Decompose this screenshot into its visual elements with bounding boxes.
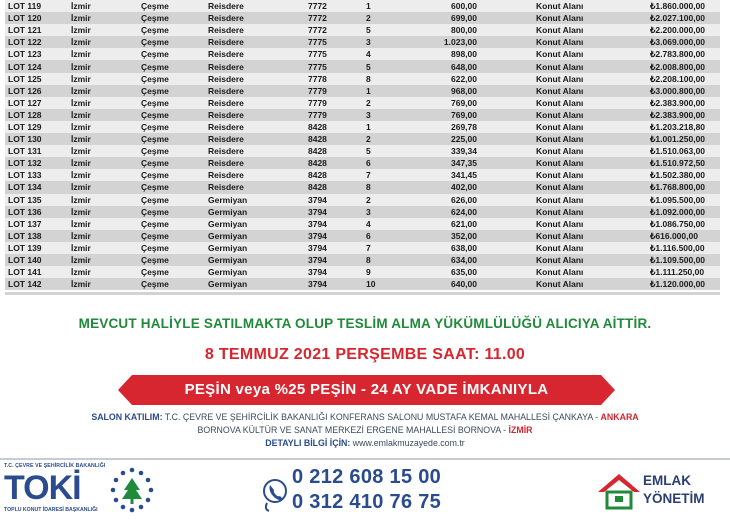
cell-lot: LOT 124 [5, 60, 71, 72]
cell-alan: 769,00 [416, 97, 481, 109]
cell-nitelik: Konut Alanı [536, 157, 650, 169]
cell-lot: LOT 127 [5, 97, 71, 109]
cell-nitelik: Konut Alanı [536, 133, 650, 145]
cell-lot: LOT 122 [5, 36, 71, 48]
lot-table-wrapper [5, 0, 720, 290]
cell-nitelik: Konut Alanı [536, 181, 650, 193]
table-row [5, 254, 720, 266]
table-row [5, 85, 720, 97]
cell-nitelik: Konut Alanı [536, 206, 650, 218]
cell-fiyat: ₺2.027.100,00 [650, 12, 720, 24]
cell-mahalle: Reisdere [208, 109, 308, 121]
table-row [5, 145, 720, 157]
cell-alan: 769,00 [416, 109, 481, 121]
cell-il: İzmir [71, 24, 141, 36]
cell-fiyat: ₺1.116.500,00 [650, 242, 720, 254]
cell-ada: 3794 [308, 194, 366, 206]
cell-spacer [481, 73, 536, 85]
cell-spacer [481, 266, 536, 278]
table-row [5, 181, 720, 193]
cell-alan: 352,00 [416, 230, 481, 242]
cell-spacer [481, 242, 536, 254]
cell-ilce: Çeşme [141, 278, 208, 290]
cell-lot: LOT 121 [5, 24, 71, 36]
cell-ada: 7772 [308, 0, 366, 12]
venue-ankara-text: T.C. ÇEVRE VE ŞEHİRCİLİK BAKANLIĞI KONFERANS SALONU MUSTAFA KEMAL MAHALLESİ ÇANKAYA - [164, 412, 601, 422]
cell-parsel: 7 [366, 169, 416, 181]
cell-ilce: Çeşme [141, 145, 208, 157]
table-row [5, 194, 720, 206]
cell-ilce: Çeşme [141, 181, 208, 193]
cell-parsel: 5 [366, 60, 416, 72]
cell-lot: LOT 123 [5, 48, 71, 60]
cell-parsel: 3 [366, 109, 416, 121]
cell-alan: 624,00 [416, 206, 481, 218]
venue-line-2 [0, 424, 730, 436]
cell-ada: 7772 [308, 24, 366, 36]
cell-parsel: 1 [366, 0, 416, 12]
cell-ada: 3794 [308, 266, 366, 278]
cell-ilce: Çeşme [141, 121, 208, 133]
table-row [5, 12, 720, 24]
cell-mahalle: Reisdere [208, 24, 308, 36]
cell-parsel: 8 [366, 73, 416, 85]
cell-spacer [481, 36, 536, 48]
cell-ada: 7779 [308, 97, 366, 109]
cell-mahalle: Germiyan [208, 266, 308, 278]
cell-alan: 648,00 [416, 60, 481, 72]
cell-fiyat: ₺2.783.800,00 [650, 48, 720, 60]
cell-parsel: 3 [366, 206, 416, 218]
cell-il: İzmir [71, 218, 141, 230]
cell-ada: 8428 [308, 133, 366, 145]
cell-il: İzmir [71, 73, 141, 85]
cell-ilce: Çeşme [141, 169, 208, 181]
cell-il: İzmir [71, 230, 141, 242]
cell-il: İzmir [71, 109, 141, 121]
emlak-word: EMLAK [643, 473, 691, 488]
cell-lot: LOT 141 [5, 266, 71, 278]
cell-alan: 347,35 [416, 157, 481, 169]
cell-ilce: Çeşme [141, 60, 208, 72]
cell-alan: 635,00 [416, 266, 481, 278]
cell-nitelik: Konut Alanı [536, 194, 650, 206]
cell-parsel: 9 [366, 266, 416, 278]
cell-nitelik: Konut Alanı [536, 266, 650, 278]
cell-mahalle: Reisdere [208, 97, 308, 109]
cell-ilce: Çeşme [141, 109, 208, 121]
cell-fiyat: ₺2.383.900,00 [650, 97, 720, 109]
cell-parsel: 4 [366, 218, 416, 230]
cell-alan: 640,00 [416, 278, 481, 290]
cell-ilce: Çeşme [141, 194, 208, 206]
cell-il: İzmir [71, 0, 141, 12]
payment-banner-text: PEŞİN veya %25 PEŞİN - 24 AY VADE İMKANIYLA [184, 381, 549, 398]
cell-spacer [481, 145, 536, 157]
phone-ankara[interactable]: 0 312 410 76 75 [292, 491, 442, 513]
cell-il: İzmir [71, 254, 141, 266]
cell-ilce: Çeşme [141, 266, 208, 278]
cell-spacer [481, 12, 536, 24]
cell-spacer [481, 254, 536, 266]
cell-nitelik: Konut Alanı [536, 48, 650, 60]
cell-ilce: Çeşme [141, 242, 208, 254]
cell-lot: LOT 129 [5, 121, 71, 133]
house-roof-icon [597, 472, 641, 512]
cell-ada: 7778 [308, 73, 366, 85]
cell-ada: 7779 [308, 109, 366, 121]
cell-il: İzmir [71, 97, 141, 109]
cell-ada: 8428 [308, 145, 366, 157]
cell-spacer [481, 48, 536, 60]
yonetim-word: YÖNETİM [643, 491, 705, 506]
venue-label: SALON KATILIM: [91, 412, 163, 422]
cell-il: İzmir [71, 157, 141, 169]
cell-ada: 7772 [308, 12, 366, 24]
cell-nitelik: Konut Alanı [536, 242, 650, 254]
condition-notice: MEVCUT HALİYLE SATILMAKTA OLUP TESLİM ALMA YÜKÜMLÜLÜĞÜ ALICIYA AİTTİR. [78, 316, 652, 331]
cell-mahalle: Reisdere [208, 85, 308, 97]
table-row [5, 133, 720, 145]
cell-lot: LOT 126 [5, 85, 71, 97]
cell-fiyat: ₺1.860.000,00 [650, 0, 720, 12]
cell-parsel: 3 [366, 36, 416, 48]
cell-alan: 269,78 [416, 121, 481, 133]
cell-lot: LOT 137 [5, 218, 71, 230]
cell-lot: LOT 128 [5, 109, 71, 121]
cell-ilce: Çeşme [141, 12, 208, 24]
table-row [5, 206, 720, 218]
cell-fiyat: ₺1.510.972,50 [650, 157, 720, 169]
cell-spacer [481, 230, 536, 242]
cell-lot: LOT 135 [5, 194, 71, 206]
cell-alan: 622,00 [416, 73, 481, 85]
cell-nitelik: Konut Alanı [536, 24, 650, 36]
toki-ministry-text: T.C. ÇEVRE VE ŞEHİRCİLİK BAKANLIĞI [4, 463, 106, 469]
cell-il: İzmir [71, 133, 141, 145]
cell-alan: 800,00 [416, 24, 481, 36]
cell-spacer [481, 97, 536, 109]
venue-city-ankara: ANKARA [600, 412, 639, 422]
cell-ilce: Çeşme [141, 85, 208, 97]
table-row [5, 157, 720, 169]
table-row [5, 24, 720, 36]
table-row [5, 48, 720, 60]
cell-il: İzmir [71, 242, 141, 254]
cell-il: İzmir [71, 12, 141, 24]
cell-fiyat: ₺1.092.000,00 [650, 206, 720, 218]
cell-spacer [481, 194, 536, 206]
table-row [5, 230, 720, 242]
cell-alan: 600,00 [416, 0, 481, 12]
cell-ilce: Çeşme [141, 218, 208, 230]
cell-nitelik: Konut Alanı [536, 85, 650, 97]
emlak-yonetim-logo [597, 470, 727, 514]
cell-ilce: Çeşme [141, 48, 208, 60]
cell-nitelik: Konut Alanı [536, 254, 650, 266]
cell-ada: 3794 [308, 254, 366, 266]
cell-parsel: 7 [366, 242, 416, 254]
cell-il: İzmir [71, 36, 141, 48]
toki-logo [4, 463, 164, 519]
cell-spacer [481, 206, 536, 218]
payment-banner [118, 375, 615, 405]
cell-ada: 8428 [308, 157, 366, 169]
cell-mahalle: Germiyan [208, 206, 308, 218]
cell-lot: LOT 136 [5, 206, 71, 218]
info-line [0, 437, 730, 449]
cell-ilce: Çeşme [141, 206, 208, 218]
cell-spacer [481, 157, 536, 169]
cell-mahalle: Reisdere [208, 181, 308, 193]
cell-alan: 1.023,00 [416, 36, 481, 48]
cell-nitelik: Konut Alanı [536, 12, 650, 24]
cell-fiyat: ₺1.095.500,00 [650, 194, 720, 206]
cell-spacer [481, 121, 536, 133]
cell-ilce: Çeşme [141, 157, 208, 169]
cell-mahalle: Reisdere [208, 73, 308, 85]
cell-parsel: 5 [366, 145, 416, 157]
cell-nitelik: Konut Alanı [536, 218, 650, 230]
cell-lot: LOT 134 [5, 181, 71, 193]
cell-mahalle: Germiyan [208, 254, 308, 266]
cell-ilce: Çeşme [141, 254, 208, 266]
cell-mahalle: Reisdere [208, 60, 308, 72]
cell-ada: 3794 [308, 218, 366, 230]
cell-parsel: 8 [366, 254, 416, 266]
cell-ilce: Çeşme [141, 230, 208, 242]
cell-parsel: 6 [366, 157, 416, 169]
cell-mahalle: Germiyan [208, 230, 308, 242]
table-row [5, 97, 720, 109]
cell-mahalle: Reisdere [208, 133, 308, 145]
phone-contact-icon [262, 473, 288, 513]
cell-mahalle: Reisdere [208, 0, 308, 12]
cell-alan: 898,00 [416, 48, 481, 60]
cell-fiyat: ₺1.203.218,80 [650, 121, 720, 133]
cell-il: İzmir [71, 121, 141, 133]
table-row [5, 169, 720, 181]
venue-izmir-text: BORNOVA KÜLTÜR VE SANAT MERKEZİ ERGENE MAHALLESİ BORNOVA - [197, 425, 509, 435]
cell-ada: 3794 [308, 230, 366, 242]
table-row [5, 109, 720, 121]
cell-spacer [481, 85, 536, 97]
cell-lot: LOT 139 [5, 242, 71, 254]
cell-nitelik: Konut Alanı [536, 73, 650, 85]
cell-lot: LOT 133 [5, 169, 71, 181]
cell-ada: 8428 [308, 181, 366, 193]
cell-lot: LOT 132 [5, 157, 71, 169]
cell-parsel: 5 [366, 24, 416, 36]
cell-ada: 7779 [308, 85, 366, 97]
cell-mahalle: Reisdere [208, 169, 308, 181]
cell-lot: LOT 125 [5, 73, 71, 85]
cell-mahalle: Germiyan [208, 278, 308, 290]
cell-alan: 621,00 [416, 218, 481, 230]
cell-alan: 626,00 [416, 194, 481, 206]
cell-fiyat: ₺2.208.100,00 [650, 73, 720, 85]
cell-lot: LOT 119 [5, 0, 71, 12]
cell-ilce: Çeşme [141, 36, 208, 48]
lot-table-body [5, 0, 720, 290]
cell-il: İzmir [71, 85, 141, 97]
table-row [5, 121, 720, 133]
cell-mahalle: Reisdere [208, 12, 308, 24]
cell-ada: 3794 [308, 206, 366, 218]
cell-alan: 339,34 [416, 145, 481, 157]
cell-parsel: 2 [366, 12, 416, 24]
cell-mahalle: Reisdere [208, 157, 308, 169]
contact-phones [262, 463, 462, 519]
cell-fiyat: ₺1.120.000,00 [650, 278, 720, 290]
cell-ada: 8428 [308, 121, 366, 133]
cell-fiyat: ₺1.510.063,00 [650, 145, 720, 157]
cell-lot: LOT 138 [5, 230, 71, 242]
table-row [5, 278, 720, 290]
cell-nitelik: Konut Alanı [536, 169, 650, 181]
cell-fiyat: ₺1.086.750,00 [650, 218, 720, 230]
cell-spacer [481, 24, 536, 36]
cell-alan: 225,00 [416, 133, 481, 145]
cell-ilce: Çeşme [141, 97, 208, 109]
cell-fiyat: ₺3.000.800,00 [650, 85, 720, 97]
cell-il: İzmir [71, 266, 141, 278]
info-url-link[interactable]: www.emlakmuzayede.com.tr [352, 438, 465, 448]
cell-fiyat: ₺1.001.250,00 [650, 133, 720, 145]
cell-lot: LOT 130 [5, 133, 71, 145]
cell-mahalle: Germiyan [208, 218, 308, 230]
cell-lot: LOT 131 [5, 145, 71, 157]
cell-nitelik: Konut Alanı [536, 109, 650, 121]
cell-ada: 7775 [308, 36, 366, 48]
cell-spacer [481, 60, 536, 72]
cell-fiyat: ₺2.200.000,00 [650, 24, 720, 36]
cell-parsel: 4 [366, 48, 416, 60]
cell-ilce: Çeşme [141, 73, 208, 85]
cell-fiyat: ₺2.383.900,00 [650, 109, 720, 121]
cell-lot: LOT 142 [5, 278, 71, 290]
cell-spacer [481, 181, 536, 193]
toki-wordmark: TOKİ [4, 469, 81, 507]
cell-spacer [481, 218, 536, 230]
cell-mahalle: Reisdere [208, 36, 308, 48]
cell-nitelik: Konut Alanı [536, 121, 650, 133]
auction-date: 8 TEMMUZ 2021 PERŞEMBE SAAT: 11.00 [204, 346, 526, 363]
cell-alan: 638,00 [416, 242, 481, 254]
cell-fiyat: ₺2.008.800,00 [650, 60, 720, 72]
cell-parsel: 1 [366, 121, 416, 133]
table-row [5, 60, 720, 72]
cell-mahalle: Reisdere [208, 48, 308, 60]
cell-alan: 402,00 [416, 181, 481, 193]
cell-nitelik: Konut Alanı [536, 0, 650, 12]
cell-nitelik: Konut Alanı [536, 60, 650, 72]
cell-il: İzmir [71, 145, 141, 157]
cell-fiyat: ₺3.069.000,00 [650, 36, 720, 48]
cell-nitelik: Konut Alanı [536, 278, 650, 290]
table-row [5, 73, 720, 85]
cell-fiyat: ₺616.000,00 [650, 230, 720, 242]
cell-spacer [481, 0, 536, 12]
cell-mahalle: Reisdere [208, 145, 308, 157]
cell-spacer [481, 133, 536, 145]
cell-ada: 3794 [308, 278, 366, 290]
cell-nitelik: Konut Alanı [536, 36, 650, 48]
cell-parsel: 6 [366, 230, 416, 242]
toki-tree-emblem-icon [108, 466, 156, 514]
cell-ada: 7775 [308, 60, 366, 72]
cell-ada: 3794 [308, 242, 366, 254]
cell-parsel: 2 [366, 133, 416, 145]
toki-administration-text: TOPLU KONUT İDARESİ BAŞKANLIĞI [4, 507, 98, 513]
cell-il: İzmir [71, 278, 141, 290]
cell-mahalle: Germiyan [208, 242, 308, 254]
cell-parsel: 2 [366, 97, 416, 109]
cell-lot: LOT 140 [5, 254, 71, 266]
info-label: DETAYLI BİLGİ İÇİN: [265, 438, 351, 448]
cell-ada: 7775 [308, 48, 366, 60]
cell-il: İzmir [71, 169, 141, 181]
cell-nitelik: Konut Alanı [536, 97, 650, 109]
cell-ilce: Çeşme [141, 24, 208, 36]
cell-fiyat: ₺1.111.250,00 [650, 266, 720, 278]
cell-fiyat: ₺1.109.500,00 [650, 254, 720, 266]
cell-nitelik: Konut Alanı [536, 145, 650, 157]
cell-alan: 968,00 [416, 85, 481, 97]
cell-il: İzmir [71, 194, 141, 206]
table-row [5, 36, 720, 48]
cell-lot: LOT 120 [5, 12, 71, 24]
cell-ilce: Çeşme [141, 133, 208, 145]
cell-ilce: Çeşme [141, 0, 208, 12]
cell-il: İzmir [71, 206, 141, 218]
cell-parsel: 1 [366, 85, 416, 97]
cell-nitelik: Konut Alanı [536, 230, 650, 242]
cell-spacer [481, 278, 536, 290]
cell-il: İzmir [71, 48, 141, 60]
cell-alan: 699,00 [416, 12, 481, 24]
cell-spacer [481, 109, 536, 121]
phone-istanbul[interactable]: 0 212 608 15 00 [292, 466, 442, 488]
cell-spacer [481, 169, 536, 181]
cell-mahalle: Reisdere [208, 121, 308, 133]
cell-il: İzmir [71, 60, 141, 72]
cell-parsel: 10 [366, 278, 416, 290]
cell-ada: 8428 [308, 169, 366, 181]
table-bottom-stripe [5, 292, 720, 295]
lot-table [5, 0, 720, 290]
cell-alan: 634,00 [416, 254, 481, 266]
cell-parsel: 2 [366, 194, 416, 206]
cell-fiyat: ₺1.502.380,00 [650, 169, 720, 181]
cell-parsel: 8 [366, 181, 416, 193]
venue-line-1 [0, 411, 730, 423]
cell-il: İzmir [71, 181, 141, 193]
table-row [5, 242, 720, 254]
table-row [5, 0, 720, 12]
cell-fiyat: ₺1.768.800,00 [650, 181, 720, 193]
cell-mahalle: Germiyan [208, 194, 308, 206]
table-row [5, 266, 720, 278]
cell-alan: 341,45 [416, 169, 481, 181]
venue-city-izmir: İZMİR [508, 425, 533, 435]
footer-divider [0, 458, 730, 460]
table-row [5, 218, 720, 230]
